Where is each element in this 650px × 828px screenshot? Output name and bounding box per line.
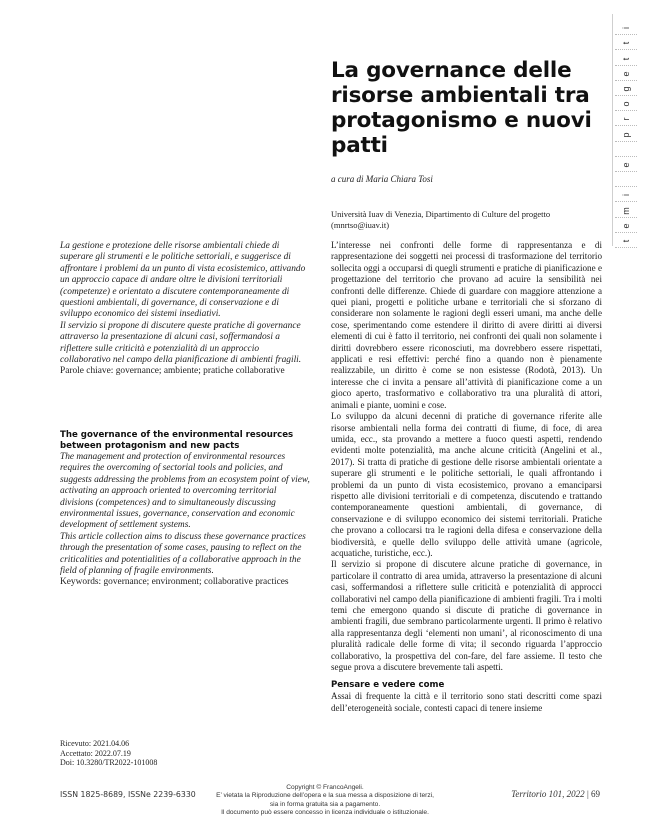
article-title: La governance delle risorse ambientali tra protagonismo e nuovi patti: [331, 58, 592, 158]
copyright-line: E’ vietata la Riproduzione dell’opera e la sua messa a disposizione di terzi,: [216, 792, 434, 800]
received-date: Ricevuto: 2021.04.06: [60, 739, 130, 748]
side-tab-letter: e: [621, 71, 631, 77]
author-affiliation: Università Iuav di Venezia, Dipartimento di Culture del progetto (mnrtso@iuav.it): [331, 209, 551, 230]
journal-reference: [480, 789, 600, 799]
abstract-it-paragraph: Il servizio si propone di discutere queste pratiche di governance attraverso la presentazione di alcuni casi, soffermandosi a riflettere sulle criticità e potenzialità di un approccio collaborativo nel campo della pianificazione di ambienti fragili.: [60, 320, 302, 366]
page-number: 69: [591, 789, 600, 799]
side-tab-letter: r: [621, 117, 631, 121]
accepted-date: Accettato: 2022.07.19: [60, 748, 131, 758]
side-tab-letter: t: [621, 239, 631, 243]
body-paragraph: Il servizio si propone di discutere alcune pratiche di governance, in particolare il contratto di area umida, attraverso la presentazione di alcuni casi, soffermandosi a riflettere sulle criticità e potenzialità di approcci collaborativi nel campo della pianificazione di ambienti fragili. Tra i molti temi che emergono quando si discute di pratiche di governance in ambienti fragili, due sembrano particolarmente urgenti. Il primo è relativo alla rappresentanza degli ‘elementi non umani’, al riconoscimento di una pluralità radicale delle forme di vita; il secondo riguarda l’approccio collaborativo, la prospettiva del con-fare, del fare assieme. Il testo che segue prova a discutere brevemente tali aspetti.: [331, 559, 602, 673]
section-heading: Pensare e vedere come: [331, 680, 445, 691]
copyright-line: Copyright © FrancoAngeli.: [286, 784, 364, 791]
side-tab-letter: m: [621, 206, 631, 215]
side-tab-divider: [615, 186, 637, 187]
copyright-notice: [200, 784, 450, 818]
side-tab-letter: t: [621, 57, 631, 60]
side-tab-letter: g: [621, 86, 631, 92]
abstract-en-paragraph: This article collection aims to discuss these governance practices through the presentation of some cases, pausing to reflect on the criticalities and potentialities of a collaborative approach in the field of planning of fragile environments.: [60, 531, 306, 576]
keywords-en: Keywords: governance; environment; collaborative practices: [60, 577, 289, 588]
body-paragraph: Assai di frequente la città e il territorio sono stati descritti come spazi dell’eterogeneità sociale, contesti capaci di tenere insieme: [331, 691, 602, 713]
body-paragraph: Lo sviluppo da alcuni decenni di pratiche di governance riferite alle risorse ambientali nella forma dei contratti di fiume, di foce, di area umida, ecc., sta provando a mettere a fuoco questi aspetti, rendendo evidenti molte potenzialità, ma anche alcune criticità (Angelini et al., 2017). Si tratta di pratiche di gestione delle risorse ambientali orientate a superare gli strumenti e le politiche settoriali, le quali affrontando i problemi da un punto di vista ecosistemico, provano a emanciparsi rispetto alle divisioni territoriali e di competenza, discutendo e trattando contemporaneamente questioni ambientali, di governance, di conservazione e di sviluppo economico dei sistemi territoriali. Pratiche che provano a collocarsi tra le ragioni della difesa e conservazione della biodiversità, e quelle dello sviluppo delle attività umane (agricole, acquatiche, turistiche, ecc.).: [331, 411, 602, 558]
side-tab-letter: t: [621, 42, 631, 45]
side-tab-letter: i: [621, 194, 631, 197]
side-tab-letter: i: [621, 27, 631, 30]
section-side-tab: [612, 14, 639, 246]
article-metadata: [60, 739, 260, 768]
issn: ISSN 1825-8689, ISSNe 2239-6330: [60, 790, 196, 799]
abstract-column: [60, 241, 310, 589]
body-paragraph: L’interesse nei confronti delle forme di rappresentanza e di rappresentazione dei soggetti nei processi di trasformazione del territorio sollecita oggi a occuparsi di quegli strumenti e pratiche di pianificazione e progettazione del territorio che provano ad acuire la sensibilità nei confronti delle differenze. Chiede di guardare con maggiore attenzione a quei piani, progetti e politiche urbane e territoriali che si sforzano di considerare non solamente le ragioni degli esseri umani, ma anche delle cose, sperimentando come estendere il diritto di avere diritti ai diversi elementi di cui è fatto il territorio, nei confronti dei quali non solamente i diritti dovrebbero essere riconosciuti, ma dovrebbero essere rispettati, applicati e resi effettivi: perché fino a quando non è pienamente realizzabile, un diritto è come se non esistesse (Rodotà, 2013). Un interesse che ci invita a pensare all’attività di pianificazione come a un gioco aperto, trasformativo e collaborativo tra una pluralità di attori, animali e piante, uomini e cose.: [331, 240, 602, 410]
copyright-line: Il documento può essere concesso in licenza individuale o istituzionale.: [221, 809, 429, 817]
side-tab-divider: [615, 156, 637, 157]
journal-name: Territorio 101, 2022: [511, 789, 585, 799]
side-tab-letter: p: [621, 132, 631, 138]
side-tab-letter: e: [621, 162, 631, 168]
doi: Doi: 10.3280/TR2022-101008: [60, 758, 158, 768]
side-tab-letter: e: [621, 223, 631, 229]
side-tab-letter: o: [621, 101, 631, 107]
abstract-en-title: The governance of the environmental resources between protagonism and new pacts: [60, 429, 294, 451]
keywords-it: Parole chiave: governance; ambiente; pratiche collaborative: [60, 366, 285, 377]
abstract-en-paragraph: The management and protection of environmental resources requires the overcoming of sectorial tools and policies, and suggests addressing the problems from an ecosystem point of view, activating an approach oriented to overcoming territorial divisions (competences) and to simultaneously discussing environmental issues, governance, conservation and economic development of settlement systems.: [60, 451, 310, 531]
copyright-line: sia in forma gratuita sia a pagamento.: [269, 800, 381, 808]
page-separator: |: [586, 789, 589, 799]
article-body: [331, 240, 602, 714]
abstract-it-paragraph: La gestione e protezione delle risorse ambientali chiede di superare gli strumenti e le politiche settoriali, e suggerisce di affrontare i problemi da un punto di vista ecosistemico, attivando un approccio capace di andare oltre le divisioni territoriali (competenze) e orientato a discutere contemporaneamente di questioni ambientali, di governance, di conservazione e di sviluppo economico dei sistemi insediativi.: [60, 241, 306, 320]
article-editor: a cura di Maria Chiara Tosi: [331, 174, 433, 184]
